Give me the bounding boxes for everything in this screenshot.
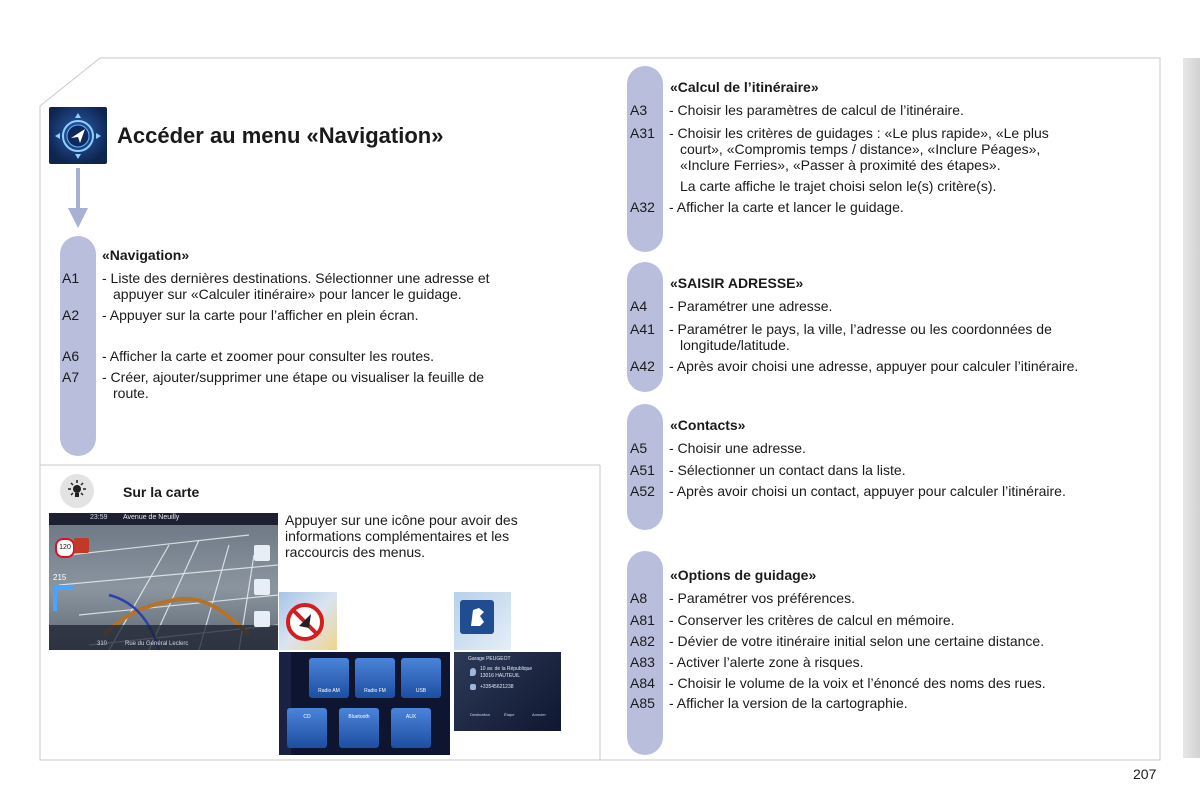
navigation-compass-icon <box>49 107 107 164</box>
contact-card-screen <box>454 652 561 731</box>
contact-name: Garage PEUGEOT <box>468 656 511 662</box>
media-tile-label: Bluetooth <box>348 714 370 720</box>
media-tile-label: AUX <box>405 714 417 720</box>
item-text: La carte affiche le trajet choisi selon le(s) critère(s). <box>680 178 997 194</box>
turn-arrow-icon <box>53 585 73 611</box>
item-text: - Afficher la carte et zoomer pour consulter les routes. <box>102 348 435 364</box>
media-tile[interactable] <box>391 708 431 748</box>
media-tile-label: Radio AM <box>318 688 340 694</box>
section-pill-navigation <box>60 236 96 456</box>
media-tile-label: USB <box>415 688 427 694</box>
media-tile[interactable] <box>355 658 395 698</box>
media-screen <box>279 652 450 755</box>
item-text: - Paramétrer vos préférences. <box>669 590 855 606</box>
map-zoom-button[interactable] <box>254 545 270 561</box>
saisir-section-title: «SAISIR ADRESSE» <box>670 275 804 291</box>
arrow-down-icon <box>66 168 90 230</box>
item-text: - Choisir une adresse. <box>669 440 806 456</box>
item-text: - Après avoir choisi une adresse, appuyer pour calculer l’itinéraire. <box>669 358 1079 374</box>
item-code: A5 <box>630 440 648 456</box>
item-code: A4 <box>630 298 648 314</box>
item-text: longitude/latitude. <box>680 337 790 353</box>
contacts-section-title: «Contacts» <box>670 417 746 433</box>
media-tile[interactable] <box>309 658 349 698</box>
item-code: A32 <box>630 199 655 215</box>
item-code: A42 <box>630 358 655 374</box>
options-section-title: «Options de guidage» <box>670 567 817 583</box>
page-title: Accéder au menu «Navigation» <box>117 123 444 148</box>
phone-icon <box>470 684 476 690</box>
item-text: - Créer, ajouter/supprimer une étape ou visualiser la feuille de <box>102 369 485 385</box>
map-bottom-distance: 310 <box>97 641 108 647</box>
item-code: A51 <box>630 462 655 478</box>
contact-action[interactable]: Destination <box>470 712 491 717</box>
contact-address1: 10 av. de la République <box>480 666 533 672</box>
item-code: A6 <box>62 348 80 364</box>
item-text: - Activer l’alerte zone à risques. <box>669 654 864 670</box>
item-text: - Après avoir choisi un contact, appuyer pour calculer l’itinéraire. <box>669 483 1066 499</box>
calcul-section-title: «Calcul de l’itinéraire» <box>670 79 819 95</box>
item-text: - Afficher la carte et lancer le guidage. <box>669 199 904 215</box>
item-text: - Paramétrer une adresse. <box>669 298 833 314</box>
media-tile[interactable] <box>339 708 379 748</box>
lightbulb-icon <box>60 474 94 508</box>
item-text: - Appuyer sur la carte pour l’afficher en plein écran. <box>102 307 419 323</box>
item-text: appuyer sur «Calculer itinéraire» pour lancer le guidage. <box>113 286 462 302</box>
speed-limit-value: 120 <box>59 544 71 551</box>
navigation-map-screen <box>49 513 278 650</box>
item-code: A81 <box>630 612 655 628</box>
map-distance: 215 <box>53 573 67 582</box>
media-tile-label: Radio FM <box>364 688 386 694</box>
navigation-section-title: «Navigation» <box>102 247 190 263</box>
item-code: A52 <box>630 483 655 499</box>
item-code: A41 <box>630 321 655 337</box>
item-code: A82 <box>630 633 655 649</box>
media-tile[interactable] <box>401 658 441 698</box>
media-tile-label: CD <box>303 714 311 720</box>
item-code: A31 <box>630 125 655 141</box>
item-text: - Liste des dernières destinations. Sélectionner une adresse et <box>102 270 490 286</box>
contact-phone: +33545621238 <box>480 684 514 690</box>
item-code: A7 <box>62 369 80 385</box>
item-text: - Conserver les critères de calcul en mémoire. <box>669 612 955 628</box>
item-text: - Choisir le volume de la voix et l’énoncé des noms des rues. <box>669 675 1046 691</box>
section-pill-calcul <box>627 66 663 252</box>
map-description-line: raccourcis des menus. <box>285 544 426 560</box>
map-description-line: informations complémentaires et les <box>285 528 510 544</box>
item-code: A85 <box>630 695 655 711</box>
map-layers-button[interactable] <box>254 579 270 595</box>
map-section-title: Sur la carte <box>123 484 200 500</box>
item-code: A83 <box>630 654 655 670</box>
section-pill-options <box>627 551 663 755</box>
item-text: - Choisir les critères de guidages : «Le plus rapide», «Le plus <box>669 125 1049 141</box>
item-code: A8 <box>630 590 648 606</box>
item-code: A1 <box>62 270 80 286</box>
map-street-bottom: Rue du Général Leclerc <box>125 641 189 647</box>
map-time: 23:59 <box>90 514 108 521</box>
map-search-button[interactable] <box>254 611 270 627</box>
contact-address2: 13016 HAUTEUIL <box>480 673 521 679</box>
item-code: A2 <box>62 307 80 323</box>
item-text: - Paramétrer le pays, la ville, l’adresse ou les coordonnées de <box>669 321 1052 337</box>
warning-icon <box>74 538 89 553</box>
contact-action[interactable]: Annuler <box>532 712 546 717</box>
item-text: - Dévier de votre itinéraire initial selon une certaine distance. <box>669 633 1045 649</box>
item-text: - Sélectionner un contact dans la liste. <box>669 462 906 478</box>
page-number: 207 <box>1133 766 1157 782</box>
map-street-top: Avenue de Neuilly <box>123 514 180 521</box>
item-code: A3 <box>630 102 648 118</box>
route-pin-icon <box>279 592 337 650</box>
item-text: - Choisir les paramètres de calcul de l’itinéraire. <box>669 102 964 118</box>
speed-limit-icon <box>55 538 75 558</box>
item-code: A84 <box>630 675 655 691</box>
location-pin-icon <box>470 668 476 676</box>
map-description-line: Appuyer sur une icône pour avoir des <box>285 512 518 528</box>
item-text: - Afficher la version de la cartographie. <box>669 695 908 711</box>
side-tab <box>1183 58 1200 758</box>
item-text: route. <box>113 385 149 401</box>
item-text: court», «Compromis temps / distance», «Inclure Péages», <box>680 141 1041 157</box>
item-text: «Inclure Ferries», «Passer à proximité des étapes». <box>680 157 1001 173</box>
media-tile[interactable] <box>287 708 327 748</box>
brand-lion-icon <box>454 592 511 650</box>
contact-action[interactable]: Étape <box>504 712 515 717</box>
